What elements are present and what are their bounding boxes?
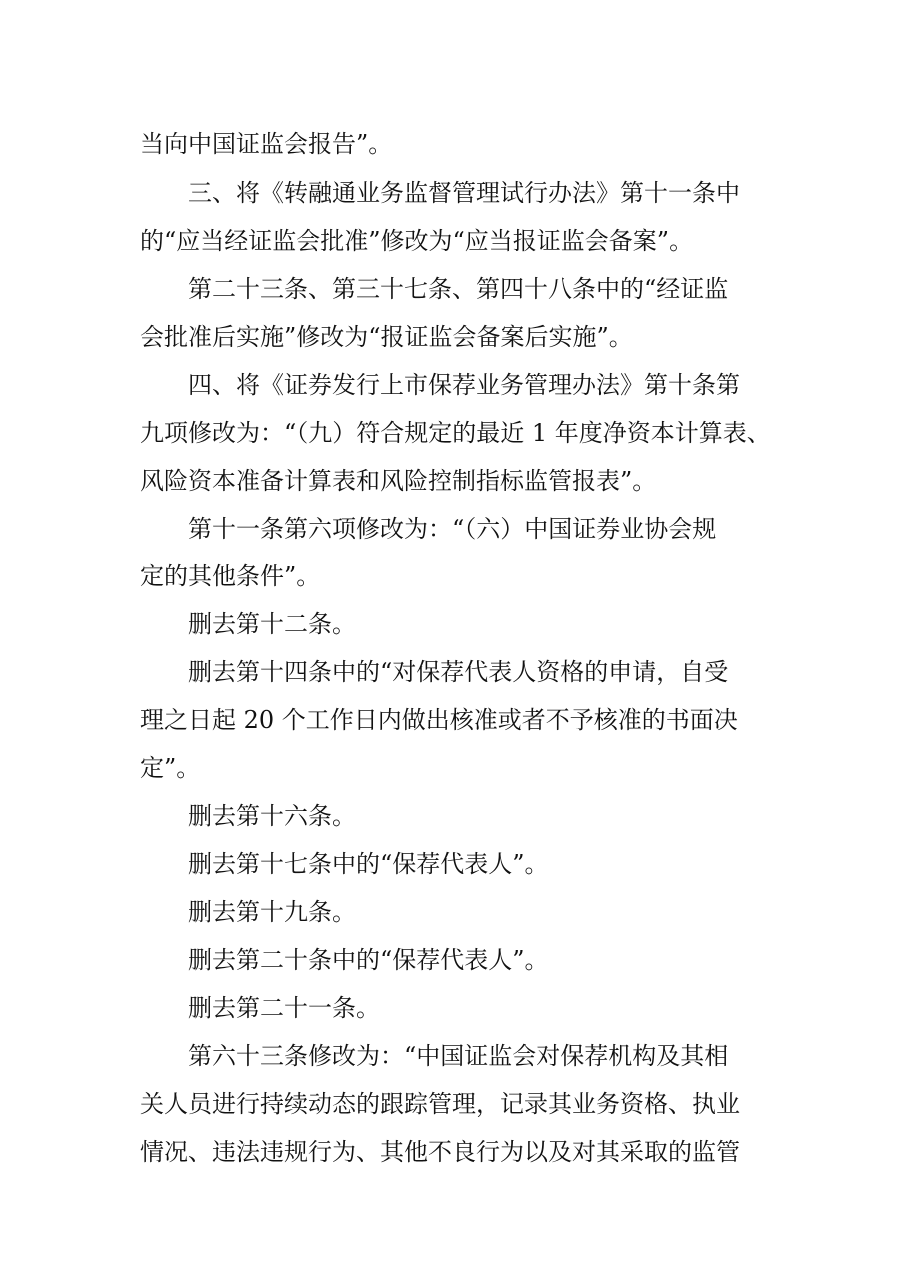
text-line: 定的其他条件”。	[140, 562, 321, 590]
text-line: 删去第十七条中的“保荐代表人”。	[188, 850, 549, 878]
text-line: 九项修改为：“（九）符合规定的最近 1 年度净资本计算表、	[140, 419, 771, 447]
text-line: 三、将《转融通业务监督管理试行办法》第十一条中	[188, 179, 740, 207]
text-line: 删去第十二条。	[188, 610, 356, 638]
text-line: 四、将《证券发行上市保荐业务管理办法》第十条第	[188, 371, 740, 399]
text-line: 第十一条第六项修改为：“（六）中国证券业协会规	[188, 515, 717, 543]
text-line: 情况、违法违规行为、其他不良行为以及对其采取的监管	[140, 1138, 740, 1166]
text-line: 删去第十六条。	[188, 802, 356, 830]
text-line: 第六十三条修改为：“中国证监会对保荐机构及其相	[188, 1042, 729, 1070]
text-line: 第二十三条、第三十七条、第四十八条中的“经证监	[188, 275, 729, 303]
text-line: 删去第十四条中的“对保荐代表人资格的申请，自受	[188, 658, 729, 686]
text-line: 风险资本准备计算表和风险控制指标监管报表”。	[140, 467, 657, 495]
text-line: 当向中国证监会报告”。	[140, 130, 393, 158]
text-line: 会批准后实施”修改为“报证监会备案后实施”。	[140, 323, 633, 351]
text-line: 的“应当经证监会批准”修改为“应当报证监会备案”。	[140, 227, 694, 255]
text-line: 定”。	[140, 754, 201, 782]
text-line: 删去第十九条。	[188, 898, 356, 926]
text-line: 理之日起 20 个工作日内做出核准或者不予核准的书面决	[140, 706, 738, 734]
text-line: 关人员进行持续动态的跟踪管理，记录其业务资格、执业	[140, 1090, 740, 1118]
text-line: 删去第二十一条。	[188, 994, 380, 1022]
text-line: 删去第二十条中的“保荐代表人”。	[188, 946, 549, 974]
